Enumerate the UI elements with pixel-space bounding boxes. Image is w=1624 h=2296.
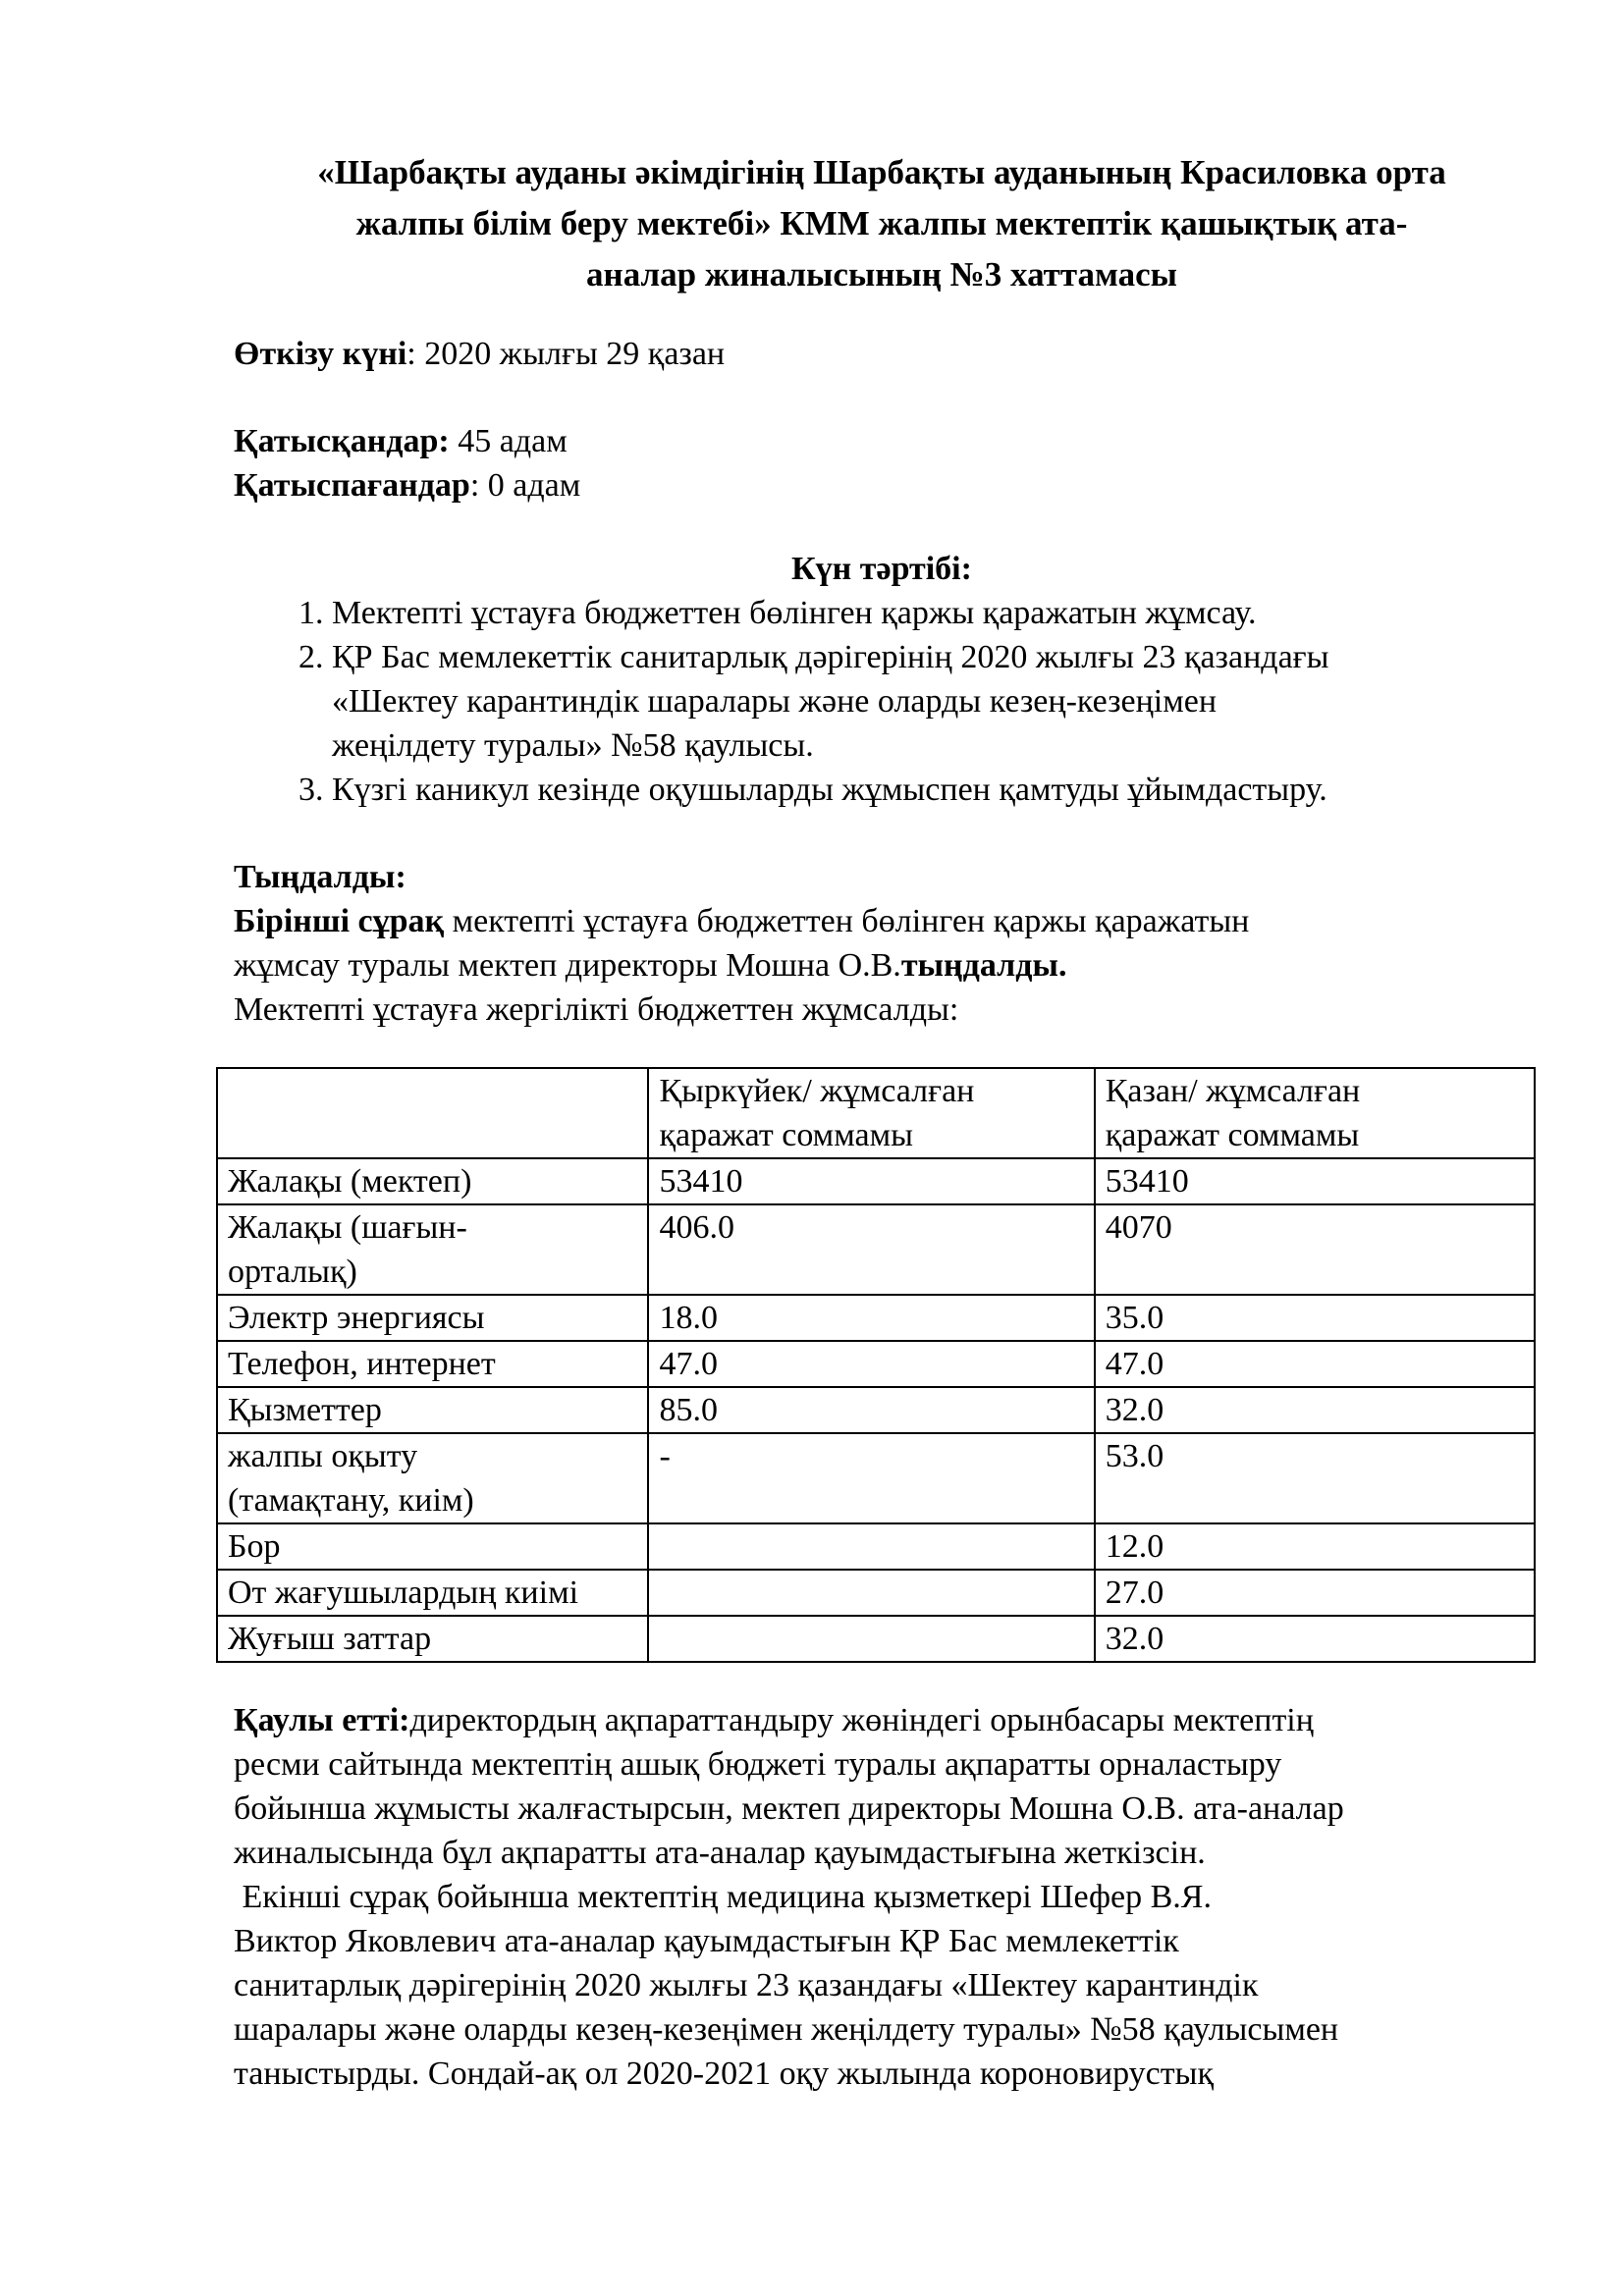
- absent-count: [234, 463, 1530, 507]
- row-label-line-1: жалпы оқыту: [228, 1438, 418, 1474]
- absent-label: Қатыспағандар: [234, 467, 470, 504]
- row-september-value: [648, 1523, 1094, 1570]
- spacer: [234, 507, 1530, 547]
- row-label: [217, 1616, 648, 1662]
- agenda-item-2: [332, 635, 1530, 768]
- first-question-text-1: мектепті ұстауға бюджеттен бөлінген қаржы қаражатын: [444, 903, 1250, 939]
- row-september-value: -: [648, 1433, 1094, 1523]
- decision-line-1-text: директордың ақпараттандыру жөніндегі орынбасары мектептің: [409, 1702, 1314, 1738]
- title-line-1: «Шарбақты ауданы әкімдігінің Шарбақты ауданының Красиловка орта: [317, 153, 1446, 191]
- table-row: [217, 1433, 1535, 1523]
- row-october-value: 35.0: [1095, 1295, 1535, 1341]
- first-question-heard: тыңдалды.: [900, 947, 1067, 984]
- decision-line-2: ресми сайтында мектептің ашық бюджеті туралы ақпаратты орналастыру: [234, 1746, 1282, 1783]
- spacer: [234, 376, 1530, 419]
- decision-paragraph: [234, 1698, 1530, 2096]
- header-october-line-2: қаражат соммамы: [1105, 1117, 1360, 1153]
- agenda-item-2-line-1: 2. ҚР Бас мемлекеттік санитарлық дәрігерінің 2020 жылғы 23 қазандағы: [332, 639, 1329, 675]
- decision-label: Қаулы етті:: [234, 1702, 410, 1738]
- table-row: [217, 1523, 1535, 1570]
- row-label: [217, 1387, 648, 1433]
- row-label-line-1: Бор: [228, 1528, 281, 1565]
- row-label: [217, 1158, 648, 1204]
- row-label: [217, 1523, 648, 1570]
- header-september-line-1: Қыркүйек/ жұмсалған: [659, 1073, 975, 1109]
- agenda-list: [234, 591, 1530, 812]
- row-october-value: 12.0: [1095, 1523, 1535, 1570]
- row-october-value: 32.0: [1095, 1616, 1535, 1662]
- decision-line-1: [234, 1698, 1530, 1742]
- table-row: [217, 1204, 1535, 1295]
- first-question-label: Бірінші сұрақ: [234, 903, 445, 939]
- present-count: [234, 419, 1530, 463]
- row-label-line-1: Жалақы (мектеп): [228, 1163, 472, 1200]
- row-label-line-2: (тамақтану, киім): [228, 1482, 474, 1519]
- spacer: [234, 812, 1530, 855]
- date-label: Өткізу күні: [234, 336, 407, 372]
- meeting-date: [234, 332, 1530, 376]
- document-title: [234, 147, 1530, 300]
- row-label-line-1: Қызметтер: [228, 1392, 382, 1428]
- row-september-value: 47.0: [648, 1341, 1094, 1387]
- row-october-value: 53.0: [1095, 1433, 1535, 1523]
- row-october-value: 53410: [1095, 1158, 1535, 1204]
- document-page: [228, 147, 1530, 2096]
- row-september-value: 53410: [648, 1158, 1094, 1204]
- decision-line-9: таныстырды. Сондай-ақ ол 2020-2021 оқу жылында короновирустық: [234, 2056, 1214, 2092]
- row-label: [217, 1204, 648, 1295]
- decision-line-4: жиналысында бұл ақпаратты ата-аналар қауымдастығына жеткізсін.: [234, 1835, 1206, 1871]
- row-september-value: 406.0: [648, 1204, 1094, 1295]
- header-cell-empty: [217, 1068, 648, 1158]
- row-label: [217, 1433, 648, 1523]
- table-row: [217, 1341, 1535, 1387]
- row-september-value: [648, 1616, 1094, 1662]
- table-row: [217, 1387, 1535, 1433]
- table-row: [217, 1295, 1535, 1341]
- first-question-line-2: [234, 943, 1530, 988]
- row-label-line-1: Телефон, интернет: [228, 1346, 496, 1382]
- row-september-value: [648, 1570, 1094, 1616]
- row-label-line-1: От жағушылардың киімі: [228, 1575, 579, 1611]
- title-line-3: аналар жиналысының №3 хаттамасы: [586, 255, 1177, 294]
- row-october-value: 4070: [1095, 1204, 1535, 1295]
- absent-value: : 0 адам: [469, 467, 581, 504]
- decision-line-7: санитарлық дәрігерінің 2020 жылғы 23 қазандағы «Шектеу карантиндік: [234, 1967, 1259, 2003]
- row-october-value: 47.0: [1095, 1341, 1535, 1387]
- row-september-value: 18.0: [648, 1295, 1094, 1341]
- table-row: [217, 1570, 1535, 1616]
- decision-line-6: Виктор Яковлевич ата-аналар қауымдастығын ҚР Бас мемлекеттік: [234, 1923, 1179, 1959]
- header-october-line-1: Қазан/ жұмсалған: [1105, 1073, 1361, 1109]
- agenda-title: Күн тәртібі:: [791, 551, 972, 587]
- row-label: [217, 1570, 648, 1616]
- decision-line-3: бойынша жұмысты жалғастырсын, мектеп директоры Мошна О.В. ата-аналар: [234, 1790, 1344, 1827]
- agenda-item-2-line-2: «Шектеу карантиндік шаралары және оларды кезең-кезеңімен: [332, 683, 1218, 720]
- row-label-line-1: Жалақы (шағын-: [228, 1209, 467, 1246]
- budget-table: [216, 1067, 1536, 1663]
- row-label: [217, 1341, 648, 1387]
- first-question-text-2: жұмсау туралы мектеп директоры Мошна О.В.: [234, 947, 901, 984]
- table-row: [217, 1616, 1535, 1662]
- row-label-line-2: орталық): [228, 1254, 357, 1290]
- row-september-value: 85.0: [648, 1387, 1094, 1433]
- agenda-item-2-line-3: жеңілдету туралы» №58 қаулысы.: [332, 727, 814, 764]
- row-label: [217, 1295, 648, 1341]
- date-value: : 2020 жылғы 29 қазан: [406, 336, 726, 372]
- row-october-value: 32.0: [1095, 1387, 1535, 1433]
- heard-heading: [234, 855, 1530, 899]
- table-row: [217, 1158, 1535, 1204]
- present-label: Қатысқандар:: [234, 423, 450, 459]
- agenda-item-1: [332, 591, 1530, 635]
- decision-line-5: Екінші сұрақ бойынша мектептің медицина қызметкері Шефер В.Я.: [234, 1879, 1212, 1915]
- header-september-line-2: қаражат соммамы: [659, 1117, 913, 1153]
- agenda-item-3: [332, 768, 1530, 812]
- present-value: 45 адам: [449, 423, 568, 459]
- row-label-line-1: Жуғыш заттар: [228, 1621, 432, 1657]
- decision-line-8: шаралары және оларды кезең-кезеңімен жеңілдету туралы» №58 қаулысымен: [234, 2011, 1339, 2048]
- table-header-row: [217, 1068, 1535, 1158]
- agenda-item-1-text: 1. Мектепті ұстауға бюджеттен бөлінген қаржы қаражатын жұмсау.: [332, 595, 1257, 631]
- heard-heading-text: Тыңдалды:: [234, 859, 406, 895]
- spent-line: Мектепті ұстауға жергілікті бюджеттен жұмсалды:: [234, 991, 959, 1028]
- agenda-item-3-text: 3. Күзгі каникул кезінде оқушыларды жұмыспен қамтуды ұйымдастыру.: [332, 772, 1327, 808]
- first-question-line-1: [234, 899, 1530, 943]
- header-cell-october: [1095, 1068, 1535, 1158]
- header-cell-september: [648, 1068, 1094, 1158]
- row-october-value: 27.0: [1095, 1570, 1535, 1616]
- row-label-line-1: Электр энергиясы: [228, 1300, 485, 1336]
- title-line-2: жалпы білім беру мектебі» КММ жалпы мектептік қашықтық ата-: [355, 204, 1408, 242]
